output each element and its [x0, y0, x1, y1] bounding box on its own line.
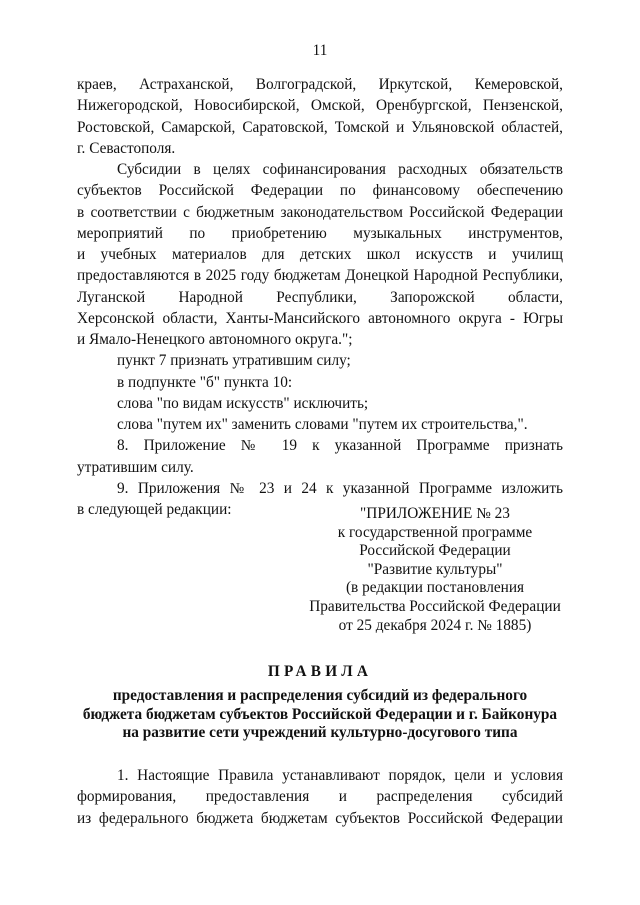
- text-line: 9. Приложения № 23 и 24 к указанной Программе изложить: [117, 479, 563, 497]
- text-line: в соответствии с бюджетным законодательством Российской Федерации: [77, 203, 563, 221]
- text-line: субъектов Российской Федерации по финансовому обеспечению: [77, 182, 563, 200]
- text-line: пункт 7 признать утратившим силу;: [117, 352, 351, 370]
- text-line: утратившим силу.: [77, 458, 194, 476]
- text-line: г. Севастополя.: [77, 139, 176, 157]
- appendix-line: (в редакции постановления: [345, 579, 525, 597]
- text-line: 8. Приложение № 19 к указанной Программе признать: [117, 437, 563, 455]
- appendix-line: Правительства Российской Федерации: [309, 597, 561, 615]
- text-line: краев, Астраханской, Волгоградской, Иркутской, Кемеровской,: [77, 76, 563, 93]
- text-line: формирования, предоставления и распределения субсидий: [77, 788, 563, 806]
- rules-subtitle: [60, 687, 580, 743]
- page-number: 11: [312, 42, 328, 59]
- appendix-line: от 25 декабря 2024 г. № 1885): [338, 616, 532, 634]
- text-line: Ростовской, Самарской, Саратовской, Томской и Ульяновской областей,: [77, 118, 563, 136]
- appendix-line: "Развитие культуры": [367, 560, 503, 578]
- text-line: и Ямало-Ненецкого автономного округа.";: [77, 331, 353, 348]
- appendix-line: к государственной программе: [337, 523, 533, 541]
- text-line: слова "путем их" заменить словами "путем их строительства,".: [117, 416, 528, 433]
- text-line: слова "по видам искусств" исключить;: [117, 394, 369, 412]
- text-line: Херсонской области, Ханты-Мансийского автономного округа - Югры: [77, 309, 563, 327]
- appendix-line: "ПРИЛОЖЕНИЕ № 23: [360, 505, 510, 522]
- text-line: Нижегородской, Новосибирской, Омской, Оренбургской, Пензенской,: [77, 97, 563, 115]
- rules-subtitle-line: на развитие сети учреждений культурно-досугового типа: [122, 724, 518, 742]
- appendix-line: Российской Федерации: [359, 542, 511, 560]
- text-line: и учебных материалов для детских школ искусств и училищ: [77, 246, 563, 263]
- text-line: мероприятий по приобретению музыкальных инструментов,: [77, 224, 563, 242]
- body-text: [77, 74, 563, 520]
- text-line: из федерального бюджета бюджетам субъектов Российской Федерации: [77, 809, 563, 827]
- appendix-header: [300, 505, 570, 635]
- rules-subtitle-line: бюджета бюджетам субъектов Российской Федерации и г. Байконура: [82, 705, 558, 723]
- text-line: Луганской Народной Республики, Запорожской области,: [77, 288, 563, 306]
- rules-subtitle-line: предоставления и распределения субсидий из федерального: [112, 687, 528, 704]
- text-line: в подпункте "б" пункта 10:: [117, 373, 293, 391]
- rules-title: ПРАВИЛА: [267, 663, 373, 680]
- text-line: предоставляются в 2025 году бюджетам Донецкой Народной Республики,: [77, 267, 563, 285]
- rules-body: [77, 765, 563, 829]
- text-line: 1. Настоящие Правила устанавливают порядок, цели и условия: [117, 767, 563, 784]
- text-line: Субсидии в целях софинансирования расходных обязательств: [117, 161, 563, 178]
- text-line: в следующей редакции:: [77, 501, 232, 518]
